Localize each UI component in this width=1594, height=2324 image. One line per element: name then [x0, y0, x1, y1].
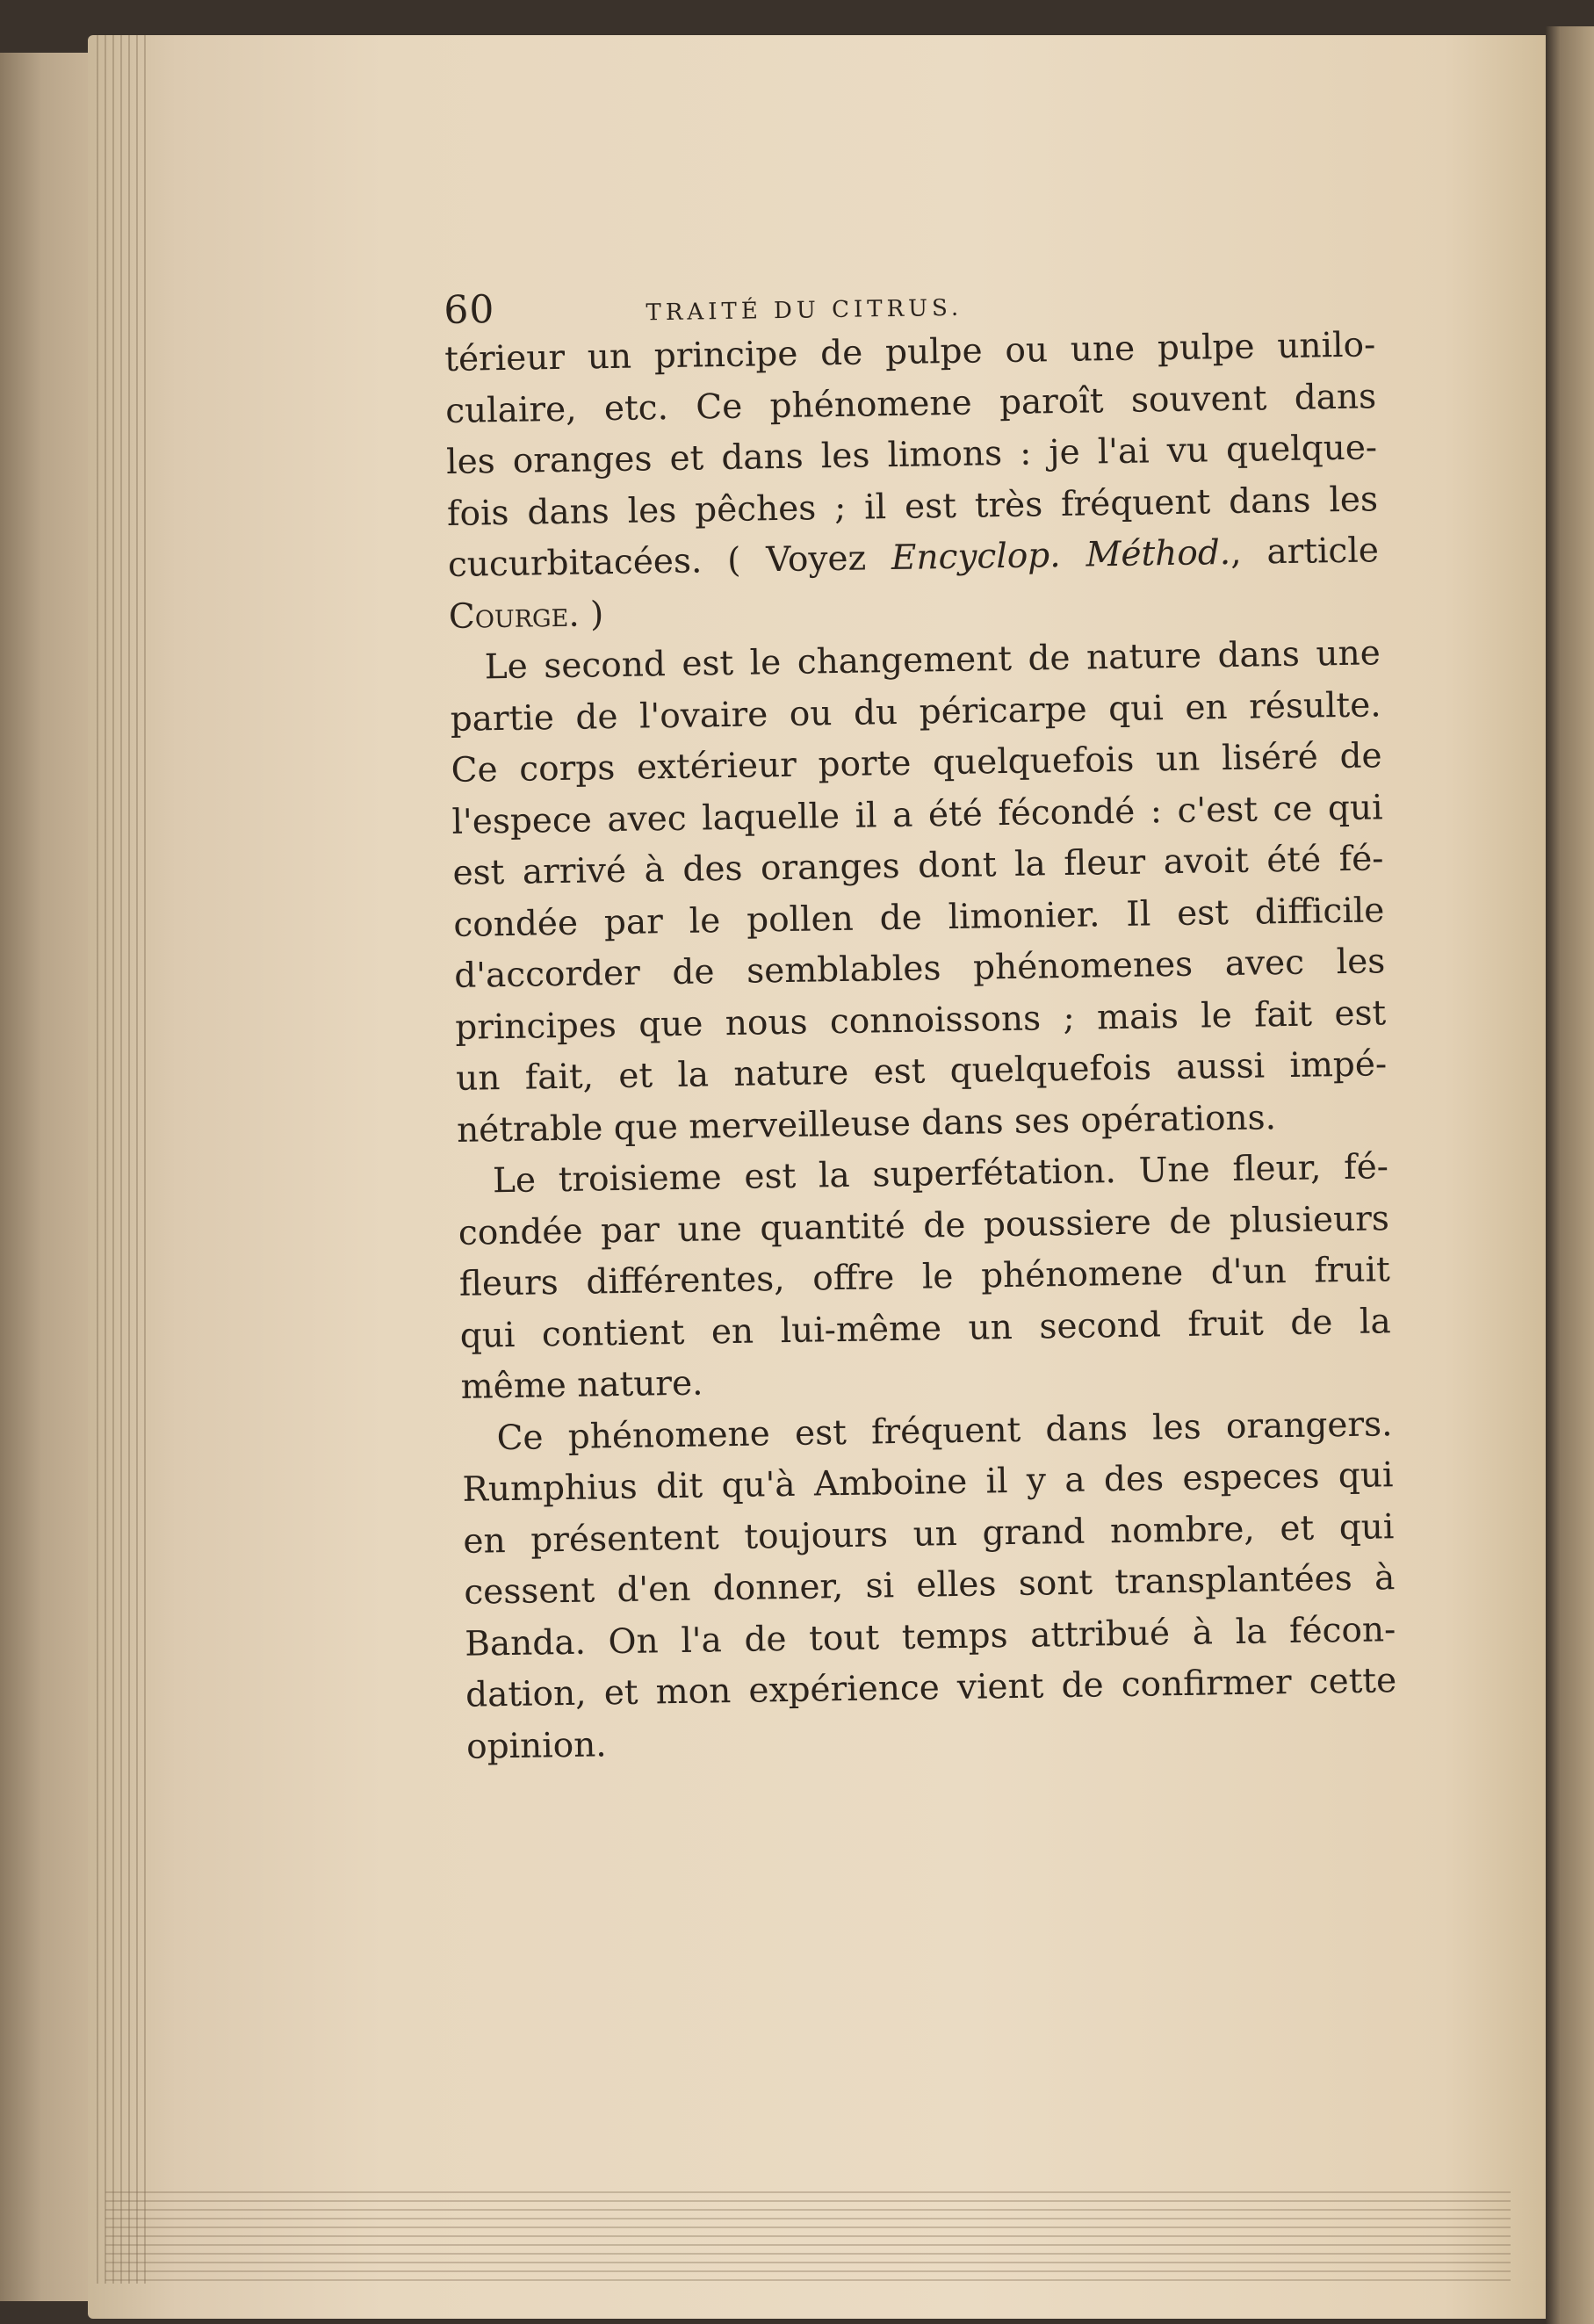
text-line: condée par une quantité de poussiere de plusieurs	[458, 1198, 1390, 1253]
text-line: culaire, etc. Ce phénomene paroît souvent dans	[444, 376, 1377, 431]
text-block	[444, 271, 1397, 1772]
page-edges-left	[97, 35, 149, 2284]
italic-reference: Encyclop. Méthod.	[891, 532, 1231, 579]
text-line: Le second est le changement de nature dans une	[484, 633, 1381, 688]
paragraph-4	[461, 1399, 1397, 1773]
paragraph-3	[458, 1142, 1392, 1413]
paragraph-1	[444, 320, 1380, 643]
page-edges-bottom	[105, 2191, 1511, 2288]
text-line: Rumphius dit qu'à Amboine il y a des especes qui	[462, 1455, 1394, 1510]
text-line: d'accorder de semblables phénomenes avec les	[454, 942, 1386, 996]
text-line: un fait, et la nature est quelquefois aussi impé-	[455, 1044, 1388, 1099]
text-line: opinion.	[465, 1724, 607, 1767]
text-line: principes que nous connoissons ; mais le fait est	[454, 992, 1387, 1048]
text-line: en présentent toujours un grand nombre, et qui	[463, 1506, 1395, 1562]
text-line: cessent d'en donner, si elles sont transplantées à	[464, 1558, 1396, 1613]
text-line: condée par le pollen de limonier. Il est difficile	[453, 890, 1385, 945]
facing-page-edge	[1546, 26, 1594, 2324]
page-number: 60	[444, 287, 495, 333]
text-line: Banda. On l'a de tout temps attribué à la fécon-	[464, 1609, 1396, 1664]
text-line: nétrable que merveilleuse dans ses opérations.	[456, 1097, 1277, 1151]
text-line: fois dans les pêches ; il est très fréquent dans les	[446, 479, 1379, 534]
paragraph-2	[449, 628, 1388, 1157]
text-run: )	[579, 594, 604, 635]
text-line: Ce corps extérieur porte quelquefois un liséré de	[451, 736, 1382, 790]
text-run: cucurbitacées. ( Voyez	[447, 538, 892, 585]
text-line: même nature.	[460, 1363, 703, 1407]
text-line: est arrivé à des oranges dont la fleur avoit été fé-	[452, 839, 1384, 893]
text-line: Le troisieme est la superfétation. Une fleur, fé-	[492, 1147, 1389, 1202]
text-line: térieur un principe de pulpe ou une pulpe unilo-	[444, 325, 1376, 379]
text-line: Ce phénomene est fréquent dans les orangers.	[496, 1404, 1393, 1458]
text-line: qui contient en lui-même un second fruit de la	[459, 1301, 1392, 1356]
text-line: dation, et mon expérience vient de confirmer cette	[465, 1661, 1397, 1715]
text-line: les oranges et dans les limons : je l'ai vu quelque-	[445, 428, 1378, 482]
text-line: l'espece avec laquelle il a été fécondé : c'est ce qui	[451, 787, 1383, 842]
text-line: fleurs différentes, offre le phénomene d'un fruit	[458, 1250, 1391, 1304]
text-line: partie de l'ovaire ou du péricarpe qui en résulte.	[450, 684, 1381, 740]
running-title: TRAITÉ DU CITRUS.	[646, 294, 963, 327]
text-run: , article	[1230, 530, 1380, 573]
small-caps-term: Courge.	[448, 595, 580, 637]
